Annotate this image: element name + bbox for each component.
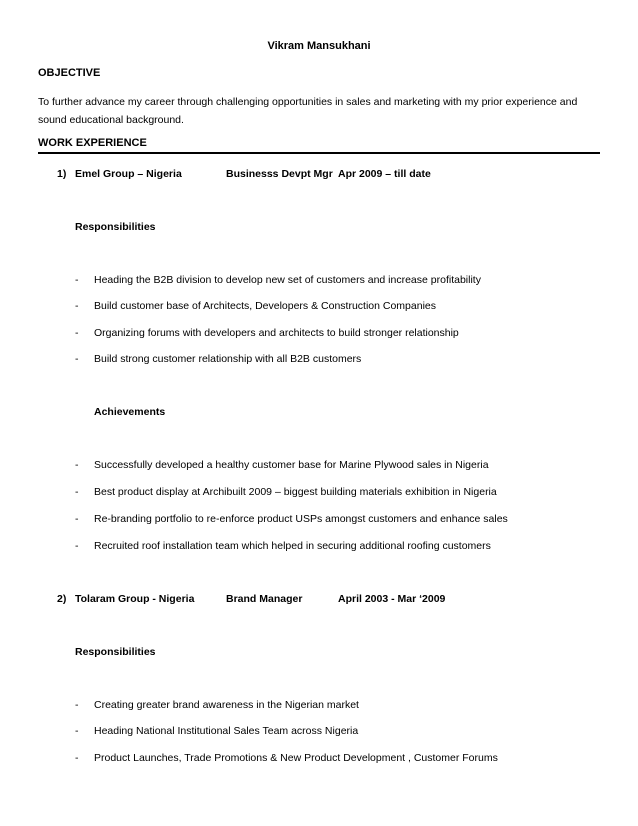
job-number: 1) [57,168,67,180]
job-period: Apr 2009 – till date [338,168,431,180]
section-divider [38,152,600,154]
bullet-marker: - [75,327,79,339]
responsibilities-label: Responsibilities [75,646,156,658]
job-company: Emel Group – Nigeria [75,168,182,180]
responsibilities-label: Responsibilities [75,221,156,233]
work-experience-heading: WORK EXPERIENCE [38,137,147,149]
responsibility-text: Creating greater brand awareness in the Nigerian market [94,699,359,711]
bullet-marker: - [75,699,79,711]
responsibility-text: Heading the B2B division to develop new set of customers and increase profitability [94,274,481,286]
achievement-text: Best product display at Archibuilt 2009 – biggest building materials exhibition in Nigeria [94,486,497,498]
achievement-text: Re-branding portfolio to re-enforce product USPs amongst customers and enhance sales [94,513,508,525]
responsibility-text: Build customer base of Architects, Developers & Construction Companies [94,300,436,312]
objective-heading: OBJECTIVE [38,67,101,79]
candidate-name: Vikram Mansukhani [267,40,371,52]
achievement-text: Successfully developed a healthy customer base for Marine Plywood sales in Nigeria [94,459,489,471]
responsibility-text: Product Launches, Trade Promotions & New Product Development , Customer Forums [94,752,498,764]
bullet-marker: - [75,300,79,312]
bullet-marker: - [75,752,79,764]
bullet-marker: - [75,725,79,737]
achievement-text: Recruited roof installation team which helped in securing additional roofing customers [94,540,491,552]
bullet-marker: - [75,353,79,365]
responsibility-text: Build strong customer relationship with all B2B customers [94,353,362,365]
responsibility-text: Heading National Institutional Sales Team across Nigeria [94,725,359,737]
achievements-label: Achievements [94,406,166,418]
objective-text: To further advance my career through challenging opportunities in sales and marketing with my prior experience and sound educational background. [38,96,578,126]
bullet-marker: - [75,459,79,471]
responsibility-text: Organizing forums with developers and architects to build stronger relationship [94,327,459,339]
job-title: Businesss Devpt Mgr [226,168,333,180]
job-company: Tolaram Group - Nigeria [75,593,195,605]
bullet-marker: - [75,274,79,286]
job-number: 2) [57,593,67,605]
job-period: April 2003 - Mar ‘2009 [338,593,446,605]
bullet-marker: - [75,540,79,552]
bullet-marker: - [75,486,79,498]
job-title: Brand Manager [226,593,303,605]
bullet-marker: - [75,513,79,525]
